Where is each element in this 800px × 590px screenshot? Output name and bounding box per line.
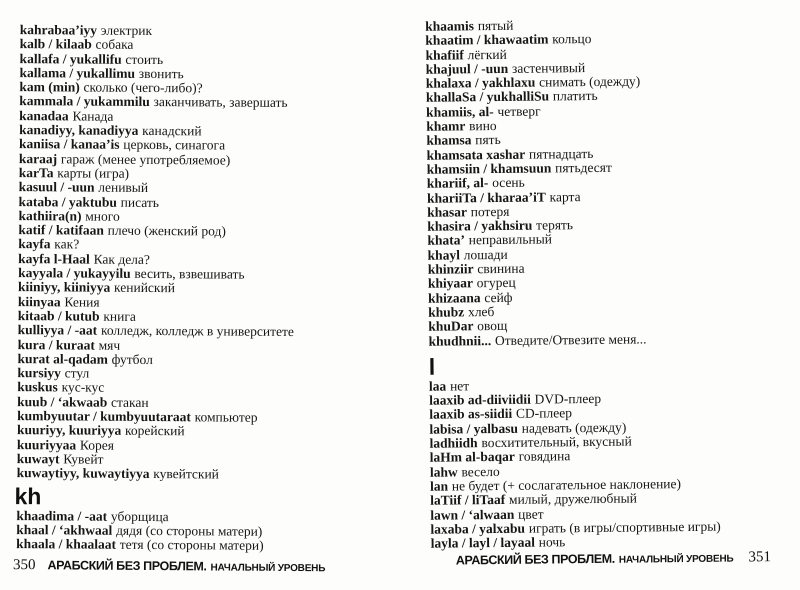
entry-translation: пять <box>475 132 501 148</box>
entry-translation: весело <box>461 463 500 479</box>
entry-translation: плечо (женский род) <box>107 222 226 239</box>
entry-translation: тетя (со стороны матери) <box>119 536 264 553</box>
right-page <box>400 0 786 582</box>
entry-term: kiinyaa <box>17 293 61 310</box>
glossary-column <box>425 16 776 551</box>
entry-translation: карты (игра) <box>57 165 130 181</box>
entry-term: kura / kuraat <box>17 336 95 353</box>
running-subtitle: НАЧАЛЬНЫЙ УРОВЕНЬ <box>618 553 734 566</box>
entry-translation: огурец <box>476 275 516 291</box>
entry-translation: книга <box>103 308 136 324</box>
entry-term: khasira / yakhsiru <box>427 217 533 234</box>
entry-term: khajuul / -uun <box>425 60 509 77</box>
entry-list <box>17 23 380 483</box>
entry-term: karTa <box>18 165 54 181</box>
page-number: 350 <box>12 557 36 574</box>
entry-term: labisa / yalbasu <box>429 420 519 437</box>
entry-translation: стоить <box>125 51 164 67</box>
entry-translation: надевать (одежду) <box>521 419 627 436</box>
entry-translation: заканчивать, завершать <box>153 94 288 111</box>
entry-translation: собака <box>95 36 134 53</box>
entry-translation: гараж (менее употребляемое) <box>60 151 231 168</box>
entry-term: khata’ <box>427 232 466 249</box>
entry-term: kallama / yukallimu <box>19 64 136 81</box>
entry-translation: не будет (+ сослагательное наклонение) <box>451 475 682 494</box>
entry-term: kam (min) <box>19 79 80 95</box>
running-subtitle: НАЧАЛЬНЫЙ УРОВЕНЬ <box>210 562 326 575</box>
entry-term: khariif, al- <box>426 175 489 191</box>
entry-translation: уборщица <box>110 508 169 524</box>
entry-translation: застенчивый <box>511 59 586 76</box>
entry-term: kanadaa <box>19 107 69 124</box>
entry-translation: пятый <box>477 17 514 34</box>
entry-translation: говядина <box>518 448 571 465</box>
entry-translation: весить, взвешивать <box>134 265 245 282</box>
entry-term: khinziir <box>427 261 474 277</box>
entry-translation: ленивый <box>98 179 149 196</box>
glossary-entry <box>16 537 376 554</box>
entry-term: kuuriyy, kuuriyya <box>16 422 122 439</box>
entry-term: khiyaar <box>427 275 474 292</box>
entry-translation: вино <box>468 118 497 134</box>
entry-translation: канадский <box>142 123 202 139</box>
entry-term: kitaab / kutub <box>17 308 100 324</box>
entry-translation: лошади <box>463 246 508 263</box>
entry-translation: четверг <box>497 103 541 119</box>
entry-term: khamr <box>426 118 466 134</box>
page-number: 351 <box>748 549 772 566</box>
entry-translation: играть (в игры/спортивные игры) <box>528 518 721 536</box>
entry-translation: кус-кус <box>61 379 105 396</box>
entry-translation: кенийский <box>114 280 175 296</box>
entry-term: khayl <box>427 247 460 263</box>
entry-translation: много <box>85 208 120 224</box>
entry-translation: CD-плеер <box>515 405 572 422</box>
entry-term: khaadima / -aat <box>16 507 108 524</box>
entry-term: lawn / ‘alwaan <box>430 506 515 523</box>
running-title: АРАБСКИЙ БЕЗ ПРОБЛЕМ. <box>455 551 615 568</box>
entry-term: khaamis <box>425 18 475 34</box>
entry-term: kammala / yukammilu <box>19 93 150 110</box>
entry-term: kuwaytiyy, kuwaytiyya <box>16 465 150 482</box>
entry-translation: корейский <box>125 423 185 439</box>
entry-term: laaxib ad-diiviidii <box>429 391 531 408</box>
entry-term: lan <box>429 478 449 494</box>
entry-term: laTiif / liTaaf <box>430 492 506 508</box>
entry-translation: Как дела? <box>93 251 150 267</box>
entry-translation: платить <box>552 88 598 104</box>
entry-term: khamsa <box>426 132 472 149</box>
entry-translation: как? <box>54 236 80 252</box>
entry-translation: футбол <box>111 351 153 367</box>
entry-term: kasuul / -uun <box>18 179 95 195</box>
entry-translation: Отведите/Отвезите меня... <box>494 330 647 348</box>
entry-translation: нет <box>449 378 470 394</box>
glossary-entry <box>431 533 776 551</box>
section-heading: kh <box>14 482 42 509</box>
entry-term: kiiniyy, kiiniyya <box>17 279 111 296</box>
entry-term: kursiyy <box>17 365 61 381</box>
entry-translation: потеря <box>470 203 510 220</box>
entry-translation: пятнадцать <box>528 145 594 162</box>
glossary-entry <box>428 331 773 349</box>
glossary-column <box>16 23 380 554</box>
running-title: АРАБСКИЙ БЕЗ ПРОБЛЕМ. <box>47 558 207 574</box>
entry-term: khamsata xashar <box>426 146 526 163</box>
entry-term: kumbyuutar / kumbyuutaraat <box>17 408 191 425</box>
entry-list <box>429 376 776 551</box>
entry-translation: лёгкий <box>467 46 507 62</box>
entry-translation: снимать (одежду) <box>539 73 641 90</box>
entry-term: kataba / yaktubu <box>18 193 117 210</box>
entry-translation: милый, дружелюбный <box>508 490 637 508</box>
page-footer <box>456 549 771 570</box>
entry-term: khafiif <box>425 46 464 63</box>
entry-term: khasar <box>427 204 468 220</box>
entry-translation: кувейтский <box>153 466 219 482</box>
entry-term: laxaba / yalxabu <box>430 520 526 537</box>
entry-term: kuub / ‘akwaab <box>17 393 108 410</box>
entry-term: khaal / ‘akhwaal <box>16 521 113 538</box>
section-heading: l <box>428 353 436 380</box>
entry-translation: овощ <box>477 318 508 334</box>
entry-translation: церковь, синагога <box>123 137 226 153</box>
entry-term: kulliyya / -aat <box>17 322 98 338</box>
entry-term: ladhiidh <box>429 435 478 451</box>
entry-term: khaala / khaalaat <box>16 536 117 552</box>
entry-term: khamsiin / khamsuun <box>426 160 552 177</box>
entry-term: khaatim / khawaatim <box>425 31 549 49</box>
entry-term: kanadiyy, kanadiyya <box>19 122 139 139</box>
entry-term: khariiTa / kharaa’iT <box>426 189 546 206</box>
entry-translation: кольцо <box>552 31 592 47</box>
entry-translation: стакан <box>110 394 149 410</box>
entry-translation: осень <box>492 174 525 191</box>
entry-term: khubz <box>428 304 465 320</box>
entry-term: laHm al-baqar <box>429 449 515 466</box>
entry-term: kurat al-qadam <box>17 350 108 367</box>
entry-translation: карта <box>549 188 581 205</box>
entry-term: khamiis, al- <box>426 103 494 120</box>
entry-term: kayfa <box>18 236 51 252</box>
entry-translation: DVD-плеер <box>534 391 602 407</box>
glossary-entry <box>17 466 377 483</box>
entry-term: khudhnii... <box>428 332 492 349</box>
entry-term: kahrabaa’iyy <box>19 22 98 38</box>
entry-translation: дядя (со стороны матери) <box>116 522 263 539</box>
entry-term: kayfa l-Haal <box>18 250 90 267</box>
entry-term: khizaana <box>428 289 481 306</box>
entry-translation: Кения <box>64 294 100 310</box>
entry-term: kallafa / yukallifu <box>19 50 122 67</box>
page-footer <box>13 557 325 577</box>
entry-translation: стул <box>64 365 90 381</box>
entry-term: kuuriyyaa <box>16 436 77 453</box>
entry-term: kuwayt <box>16 450 60 467</box>
entry-translation: цвет <box>518 506 544 522</box>
entry-term: karaaj <box>18 150 58 167</box>
entry-term: kaniisa / kanaa’is <box>18 136 120 153</box>
entry-term: laaxib as-siidii <box>429 406 513 423</box>
entry-translation: сейф <box>484 289 513 305</box>
entry-translation: пятьдесят <box>554 159 612 176</box>
entry-term: lahw <box>429 464 458 480</box>
entry-translation: колледж, колледж в университете <box>100 322 294 340</box>
entry-translation: электрик <box>100 22 153 39</box>
entry-term: khalaxa / yakhlaxu <box>425 74 536 91</box>
entry-term: katif / katifaan <box>18 222 104 238</box>
entry-term: kathiira(n) <box>18 207 82 224</box>
entry-term: layla / layl / layaal <box>430 534 535 551</box>
entry-translation: сколько (чего-либо)? <box>83 79 203 96</box>
entry-translation: хлеб <box>467 303 495 320</box>
entry-term: kalb / kilaab <box>19 36 92 52</box>
entry-translation: восхитительный, вкусный <box>481 433 632 451</box>
entry-translation: Канада <box>72 108 114 124</box>
entry-term: laa <box>428 378 447 394</box>
entry-translation: звонить <box>138 65 184 82</box>
entry-translation: писать <box>120 194 160 210</box>
entry-translation: терять <box>536 217 574 233</box>
entry-translation: неправильный <box>468 231 553 248</box>
entry-term: kuskus <box>17 379 58 395</box>
entry-translation: компьютер <box>194 409 258 425</box>
entry-list <box>16 509 376 554</box>
entry-translation: ночь <box>538 534 566 550</box>
entry-term: kayyala / yukayyilu <box>18 265 131 281</box>
entry-translation: мяч <box>98 337 121 353</box>
entry-term: khallaSa / yukhalliSu <box>425 88 550 106</box>
entry-translation: Корея <box>79 437 115 453</box>
left-page <box>1 0 390 585</box>
entry-list <box>425 16 773 348</box>
entry-term: khuDar <box>428 318 474 334</box>
entry-translation: Кувейт <box>63 451 104 467</box>
entry-translation: свинина <box>477 260 525 277</box>
